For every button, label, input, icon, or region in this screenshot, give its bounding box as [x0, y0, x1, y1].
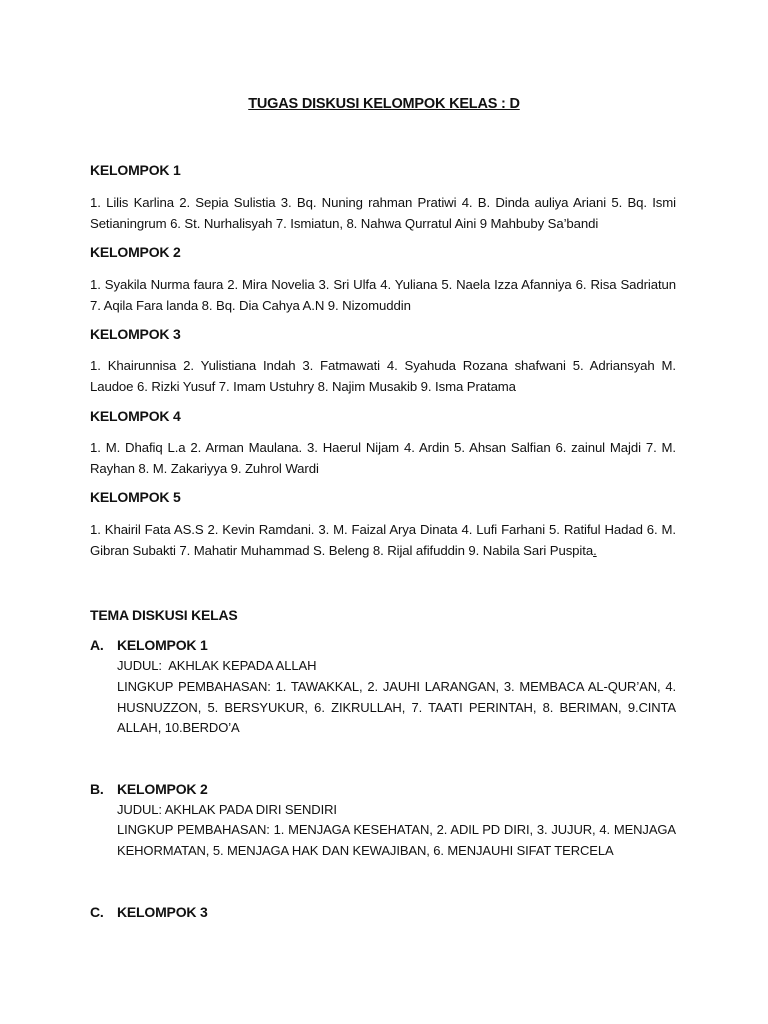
group-1-members: 1. Lilis Karlina 2. Sepia Sulistia 3. Bq. Nuning rahman Pratiwi 4. B. Dinda auliya Ariani 5. Bq. Ismi Setianingrum 6. St. Nurhalisyah 7. Ismiatun, 8. Nahwa Qurratul Aini 9 Mahbuby Sa’bandi — [90, 195, 676, 231]
section-b-title: KELOMPOK 2 — [117, 781, 208, 797]
section-a-lingkup: LINGKUP PEMBAHASAN: 1. TAWAKKAL, 2. JAUHI LARANGAN, 3. MEMBACA AL-QUR’AN, 4. HUSNUZZON, 5. BERSYUKUR, 6. ZIKRULLAH, 7. TAATI PERINTAH, 8. BERIMAN, 9.CINTA ALLAH, 10.BERDO’A — [117, 679, 676, 735]
section-c-letter: C. — [90, 904, 104, 920]
section-c-heading — [90, 904, 208, 920]
section-c-title: KELOMPOK 3 — [117, 904, 208, 920]
group-3-heading: KELOMPOK 3 — [90, 326, 181, 342]
section-b-heading — [90, 781, 208, 797]
group-4-heading: KELOMPOK 4 — [90, 408, 181, 424]
group-2-heading: KELOMPOK 2 — [90, 244, 181, 260]
section-b-judul: JUDUL: AKHLAK PADA DIRI SENDIRI — [117, 802, 337, 817]
group-5-heading: KELOMPOK 5 — [90, 489, 181, 505]
theme-heading: TEMA DISKUSI KELAS — [90, 607, 238, 623]
group-5-members — [90, 519, 676, 561]
group-2-members: 1. Syakila Nurma faura 2. Mira Novelia 3. Sri Ulfa 4. Yuliana 5. Naela Izza Afanniya 6. Risa Sadriatun 7. Aqila Fara landa 8. Bq. Dia Cahya A.N 9. Nizomuddin — [90, 277, 676, 313]
section-a-title: KELOMPOK 1 — [117, 637, 208, 653]
page-title: TUGAS DISKUSI KELOMPOK KELAS : D — [248, 96, 520, 112]
group-4-members: 1. M. Dhafiq L.a 2. Arman Maulana. 3. Haerul Nijam 4. Ardin 5. Ahsan Salfian 6. zainul Majdi 7. M. Rayhan 8. M. Zakariyya 9. Zuhrol Wardi — [90, 440, 676, 476]
group-3-members: 1. Khairunnisa 2. Yulistiana Indah 3. Fatmawati 4. Syahuda Rozana shafwani 5. Adriansyah M. Laudoe 6. Rizki Yusuf 7. Imam Ustuhry 8. Najim Musakib 9. Isma Pratama — [90, 358, 676, 394]
section-a-letter: A. — [90, 637, 104, 653]
section-a-heading — [90, 637, 208, 653]
group-5-trailing-mark: . — [593, 543, 597, 558]
group-5-members-text: 1. Khairil Fata AS.S 2. Kevin Ramdani. 3. M. Faizal Arya Dinata 4. Lufi Farhani 5. Ratiful Hadad 6. M. Gibran Subakti 7. Mahatir Muhammad S. Beleng 8. Rijal afifuddin 9. Nabila Sari Puspita — [90, 522, 676, 558]
section-a-judul: JUDUL: AKHLAK KEPADA ALLAH — [117, 658, 317, 673]
section-b-letter: B. — [90, 781, 104, 797]
group-1-heading: KELOMPOK 1 — [90, 162, 181, 178]
section-b-lingkup: LINGKUP PEMBAHASAN: 1. MENJAGA KESEHATAN, 2. ADIL PD DIRI, 3. JUJUR, 4. MENJAGA KEHORMATAN, 5. MENJAGA HAK DAN KEWAJIBAN, 6. MENJAUHI SIFAT TERCELA — [117, 822, 676, 858]
